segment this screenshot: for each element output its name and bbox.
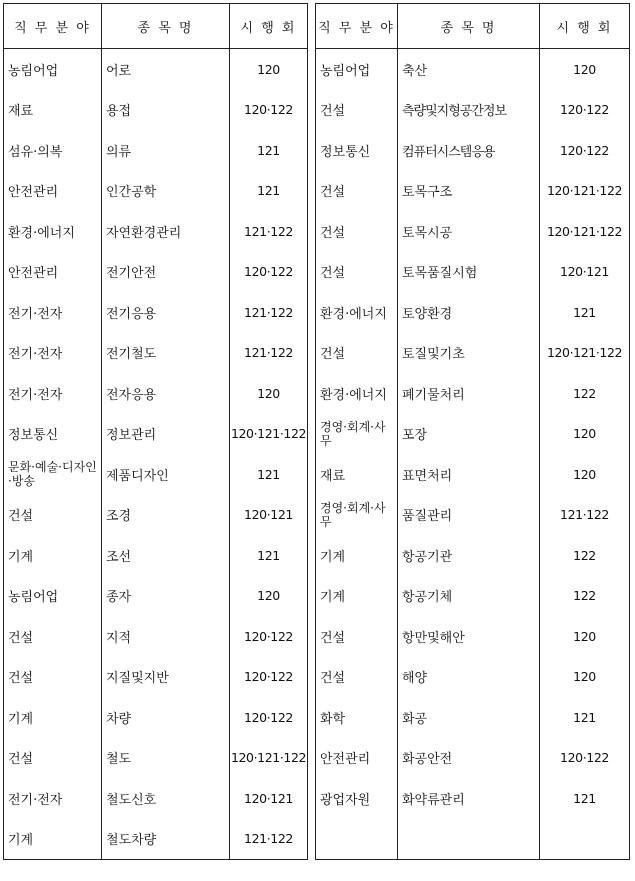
session-cell: 121 (230, 130, 308, 171)
item-cell: 토양환경 (398, 292, 540, 333)
item-cell: 화공안전 (398, 738, 540, 779)
item-cell: 항만및해안 (398, 616, 540, 657)
item-cell: 자연환경관리 (102, 211, 230, 252)
table-row (316, 130, 630, 171)
session-cell: 122 (540, 373, 630, 414)
field-cell: 정보통신 (4, 414, 102, 455)
session-cell: 121·122 (230, 211, 308, 252)
field-cell: 전기·전자 (4, 292, 102, 333)
item-cell: 항공기체 (398, 576, 540, 617)
table-row (4, 90, 308, 131)
header-row (316, 4, 630, 49)
empty-cell (316, 819, 398, 860)
item-cell: 전자응용 (102, 373, 230, 414)
session-cell: 121 (230, 171, 308, 212)
session-cell: 121 (230, 535, 308, 576)
field-cell: 기계 (4, 535, 102, 576)
session-cell: 120·122 (540, 738, 630, 779)
field-cell: 건설 (316, 90, 398, 131)
field-cell: 전기·전자 (4, 373, 102, 414)
field-cell: 농림어업 (4, 576, 102, 617)
session-cell: 120 (540, 414, 630, 455)
table-row (316, 333, 630, 374)
field-cell: 건설 (316, 252, 398, 293)
header-row (4, 4, 308, 49)
field-cell: 경영·회계·사무 (316, 414, 398, 455)
item-cell: 품질관리 (398, 495, 540, 536)
session-cell: 121 (540, 292, 630, 333)
item-cell: 컴퓨터시스템응용 (398, 130, 540, 171)
session-cell: 121 (540, 778, 630, 819)
item-cell: 포장 (398, 414, 540, 455)
table-row (4, 697, 308, 738)
table-row (316, 576, 630, 617)
empty-row (316, 819, 630, 860)
session-cell: 120·121 (540, 252, 630, 293)
table-row (316, 495, 630, 536)
session-cell: 120 (540, 49, 630, 90)
header-item: 종 목 명 (398, 4, 540, 49)
item-cell: 용접 (102, 90, 230, 131)
field-cell: 건설 (316, 616, 398, 657)
session-cell: 120·122 (230, 90, 308, 131)
session-cell: 120·121 (230, 778, 308, 819)
session-cell: 120·122 (540, 90, 630, 131)
table-row (4, 616, 308, 657)
item-cell: 조선 (102, 535, 230, 576)
item-cell: 표면처리 (398, 454, 540, 495)
table-row (316, 252, 630, 293)
field-cell: 기계 (4, 697, 102, 738)
session-cell: 120·121 (230, 495, 308, 536)
empty-cell (398, 819, 540, 860)
table-row (4, 657, 308, 698)
table-row (4, 373, 308, 414)
field-cell: 건설 (4, 738, 102, 779)
table-row (4, 738, 308, 779)
session-cell: 121·122 (230, 333, 308, 374)
session-cell: 121·122 (540, 495, 630, 536)
item-cell: 축산 (398, 49, 540, 90)
table-row (316, 657, 630, 698)
field-cell: 화학 (316, 697, 398, 738)
empty-cell (540, 819, 630, 860)
header-field: 직 무 분 야 (4, 4, 102, 49)
field-cell: 재료 (316, 454, 398, 495)
field-cell: 건설 (4, 495, 102, 536)
field-cell: 경영·회계·사무 (316, 495, 398, 536)
item-cell: 전기안전 (102, 252, 230, 293)
item-cell: 토목구조 (398, 171, 540, 212)
table-row (316, 738, 630, 779)
table-row (4, 778, 308, 819)
table-row (316, 616, 630, 657)
table-row (4, 576, 308, 617)
table-row (4, 130, 308, 171)
table-row (4, 414, 308, 455)
item-cell: 토목시공 (398, 211, 540, 252)
table-row (4, 333, 308, 374)
left-table (3, 3, 308, 860)
field-cell: 환경·에너지 (316, 373, 398, 414)
field-cell: 환경·에너지 (316, 292, 398, 333)
item-cell: 종자 (102, 576, 230, 617)
item-cell: 차량 (102, 697, 230, 738)
table-row (4, 454, 308, 495)
session-cell: 120·121·122 (230, 738, 308, 779)
table-row (316, 778, 630, 819)
field-cell: 건설 (316, 657, 398, 698)
item-cell: 지적 (102, 616, 230, 657)
session-cell: 120·121·122 (540, 333, 630, 374)
header-session: 시 행 회 (230, 4, 308, 49)
item-cell: 어로 (102, 49, 230, 90)
item-cell: 토목품질시험 (398, 252, 540, 293)
table-row (4, 211, 308, 252)
table-row (4, 292, 308, 333)
table-row (316, 414, 630, 455)
table-row (4, 171, 308, 212)
header-field: 직 무 분 야 (316, 4, 398, 49)
field-cell: 기계 (316, 535, 398, 576)
item-cell: 폐기물처리 (398, 373, 540, 414)
field-cell: 문화·예술·디자인·방송 (4, 454, 102, 495)
item-cell: 전기응용 (102, 292, 230, 333)
table-row (316, 90, 630, 131)
item-cell: 제품디자인 (102, 454, 230, 495)
item-cell: 철도신호 (102, 778, 230, 819)
session-cell: 121·122 (230, 292, 308, 333)
table-row (316, 49, 630, 90)
table-row (316, 373, 630, 414)
session-cell: 120 (540, 657, 630, 698)
item-cell: 의류 (102, 130, 230, 171)
table-row (316, 535, 630, 576)
table-row (4, 252, 308, 293)
item-cell: 해양 (398, 657, 540, 698)
header-item: 종 목 명 (102, 4, 230, 49)
field-cell: 안전관리 (4, 171, 102, 212)
session-cell: 120·121·122 (540, 171, 630, 212)
item-cell: 화약류관리 (398, 778, 540, 819)
field-cell: 광업자원 (316, 778, 398, 819)
field-cell: 건설 (316, 333, 398, 374)
session-cell: 120·122 (230, 657, 308, 698)
session-cell: 120·121·122 (230, 414, 308, 455)
table-row (316, 171, 630, 212)
session-cell: 120 (230, 373, 308, 414)
item-cell: 철도 (102, 738, 230, 779)
session-cell: 120 (230, 49, 308, 90)
table-row (316, 454, 630, 495)
session-cell: 120·122 (230, 252, 308, 293)
item-cell: 정보관리 (102, 414, 230, 455)
field-cell: 기계 (316, 576, 398, 617)
field-cell: 전기·전자 (4, 333, 102, 374)
field-cell: 기계 (4, 819, 102, 860)
table-row (316, 292, 630, 333)
session-cell: 121 (540, 697, 630, 738)
session-cell: 120·122 (230, 697, 308, 738)
field-cell: 건설 (316, 171, 398, 212)
field-cell: 안전관리 (4, 252, 102, 293)
session-cell: 120·121·122 (540, 211, 630, 252)
table-row (316, 697, 630, 738)
field-cell: 건설 (316, 211, 398, 252)
table-row (4, 495, 308, 536)
field-cell: 재료 (4, 90, 102, 131)
session-cell: 121·122 (230, 819, 308, 860)
item-cell: 지질및지반 (102, 657, 230, 698)
session-cell: 120 (230, 576, 308, 617)
item-cell: 철도차량 (102, 819, 230, 860)
session-cell: 122 (540, 576, 630, 617)
table-row (316, 211, 630, 252)
header-session: 시 행 회 (540, 4, 630, 49)
field-cell: 건설 (4, 616, 102, 657)
session-cell: 122 (540, 535, 630, 576)
table-row (4, 819, 308, 860)
item-cell: 인간공학 (102, 171, 230, 212)
field-cell: 안전관리 (316, 738, 398, 779)
field-cell: 정보통신 (316, 130, 398, 171)
item-cell: 전기철도 (102, 333, 230, 374)
field-cell: 농림어업 (316, 49, 398, 90)
item-cell: 토질및기초 (398, 333, 540, 374)
field-cell: 전기·전자 (4, 778, 102, 819)
field-cell: 섬유·의복 (4, 130, 102, 171)
table-row (4, 49, 308, 90)
field-cell: 환경·에너지 (4, 211, 102, 252)
session-cell: 120 (540, 616, 630, 657)
session-cell: 120 (540, 454, 630, 495)
item-cell: 항공기관 (398, 535, 540, 576)
table-row (4, 535, 308, 576)
item-cell: 조경 (102, 495, 230, 536)
session-cell: 120·122 (540, 130, 630, 171)
right-table (315, 3, 630, 860)
item-cell: 화공 (398, 697, 540, 738)
item-cell: 측량및지형공간정보 (398, 90, 540, 131)
field-cell: 농림어업 (4, 49, 102, 90)
session-cell: 121 (230, 454, 308, 495)
field-cell: 건설 (4, 657, 102, 698)
session-cell: 120·122 (230, 616, 308, 657)
